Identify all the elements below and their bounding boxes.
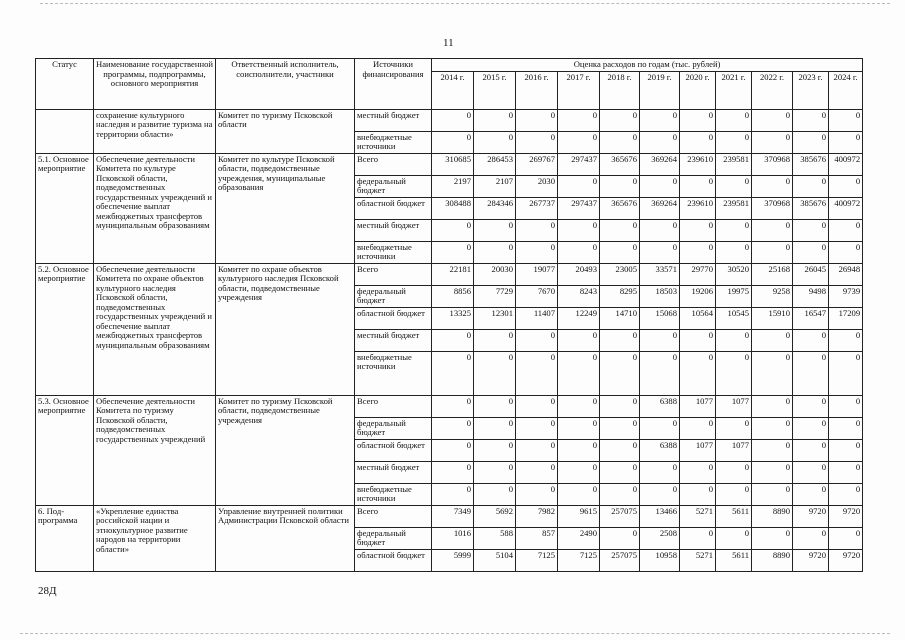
cell-value: 0 [558, 219, 600, 241]
page-number: 11 [443, 37, 454, 49]
cell-value: 297437 [558, 197, 600, 219]
row-source: областной бюджет [355, 197, 432, 219]
cell-value: 6388 [640, 395, 680, 417]
cell-value: 2030 [516, 175, 558, 197]
cell-value: 0 [558, 175, 600, 197]
cell-value: 0 [558, 131, 600, 153]
cell-value: 0 [752, 329, 793, 351]
cell-value: 11407 [516, 307, 558, 329]
cell-value: 0 [640, 109, 680, 131]
cell-value: 0 [716, 131, 752, 153]
cell-value: 0 [716, 109, 752, 131]
cell-value: 369264 [640, 197, 680, 219]
cell-value: 10958 [640, 549, 680, 571]
cell-value: 0 [558, 483, 600, 505]
cell-value: 18503 [640, 285, 680, 307]
cell-value: 22181 [432, 263, 474, 285]
cell-value: 0 [752, 395, 793, 417]
cell-value: 0 [716, 351, 752, 395]
cell-value: 0 [680, 417, 716, 439]
cell-value: 0 [680, 527, 716, 549]
row-source: Всего [355, 395, 432, 417]
header-estimate: Оценка расходов по годам (тыс. рублей) [432, 59, 863, 72]
cell-value: 0 [640, 483, 680, 505]
row-name: сохранение культурного наследия и развитие туризма на территории области» [94, 109, 216, 153]
cell-value: 1077 [680, 395, 716, 417]
cell-value: 0 [829, 395, 863, 417]
row-executor: Управление внутренней политики Администрации Псковской области [216, 505, 355, 571]
cell-value: 0 [829, 483, 863, 505]
row-source: местный бюджет [355, 109, 432, 131]
row-source: местный бюджет [355, 219, 432, 241]
cell-value: 13466 [640, 505, 680, 527]
cell-value: 0 [600, 461, 640, 483]
cell-value: 284346 [474, 197, 516, 219]
cell-value: 0 [558, 417, 600, 439]
cell-value: 0 [640, 241, 680, 263]
cell-value: 0 [474, 395, 516, 417]
cell-value: 385676 [793, 197, 829, 219]
cell-value: 9720 [793, 505, 829, 527]
cell-value: 5999 [432, 549, 474, 571]
cell-value: 369264 [640, 153, 680, 175]
cell-value: 0 [474, 109, 516, 131]
cell-value: 0 [829, 461, 863, 483]
cell-value: 0 [793, 439, 829, 461]
cell-value: 0 [829, 439, 863, 461]
cell-value: 5611 [716, 549, 752, 571]
cell-value: 286453 [474, 153, 516, 175]
cell-value: 0 [829, 241, 863, 263]
cell-value: 0 [516, 329, 558, 351]
cell-value: 1077 [716, 395, 752, 417]
cell-value: 0 [432, 109, 474, 131]
cell-value: 20030 [474, 263, 516, 285]
cell-value: 8890 [752, 549, 793, 571]
cell-value: 0 [516, 461, 558, 483]
cell-value: 0 [793, 109, 829, 131]
cell-value: 12301 [474, 307, 516, 329]
cell-value: 0 [600, 329, 640, 351]
cell-value: 19206 [680, 285, 716, 307]
cell-value: 0 [640, 351, 680, 395]
cell-value: 0 [474, 351, 516, 395]
cell-value: 10545 [716, 307, 752, 329]
row-source: федеральный бюджет [355, 285, 432, 307]
cell-value: 0 [752, 483, 793, 505]
row-source: областной бюджет [355, 307, 432, 329]
cell-value: 0 [752, 351, 793, 395]
cell-value: 0 [793, 219, 829, 241]
cell-value: 0 [600, 527, 640, 549]
cell-value: 14710 [600, 307, 640, 329]
cell-value: 0 [680, 109, 716, 131]
cell-value: 0 [640, 417, 680, 439]
cell-value: 15910 [752, 307, 793, 329]
cell-value: 23005 [600, 263, 640, 285]
row-source: внебюджетные источники [355, 351, 432, 395]
cell-value: 6388 [640, 439, 680, 461]
cell-value: 9258 [752, 285, 793, 307]
cell-value: 0 [640, 175, 680, 197]
cell-value: 269767 [516, 153, 558, 175]
cell-value: 2508 [640, 527, 680, 549]
cell-value: 0 [474, 483, 516, 505]
cell-value: 0 [432, 131, 474, 153]
cell-value: 0 [474, 439, 516, 461]
cell-value: 8295 [600, 285, 640, 307]
row-source: внебюджетные источники [355, 131, 432, 153]
cell-value: 0 [752, 175, 793, 197]
cell-value: 17209 [829, 307, 863, 329]
cell-value: 0 [474, 417, 516, 439]
cell-value: 0 [680, 131, 716, 153]
cell-value: 0 [600, 483, 640, 505]
cell-value: 0 [474, 241, 516, 263]
cell-value: 30520 [716, 263, 752, 285]
cell-value: 0 [600, 351, 640, 395]
cell-value: 0 [516, 131, 558, 153]
cell-value: 20493 [558, 263, 600, 285]
cell-value: 0 [829, 351, 863, 395]
cell-value: 0 [680, 175, 716, 197]
cell-value: 0 [829, 219, 863, 241]
cell-value: 0 [640, 131, 680, 153]
cell-value: 10564 [680, 307, 716, 329]
cell-value: 0 [558, 109, 600, 131]
cell-value: 0 [752, 461, 793, 483]
row-source: Всего [355, 153, 432, 175]
cell-value: 0 [829, 329, 863, 351]
row-status: 5.1. Основное мероприятие [36, 153, 94, 263]
cell-value: 310685 [432, 153, 474, 175]
header-year: 2015 г. [474, 71, 516, 109]
cell-value: 7125 [516, 549, 558, 571]
cell-value: 0 [829, 131, 863, 153]
cell-value: 0 [516, 109, 558, 131]
table-row [36, 109, 863, 131]
cell-value: 0 [432, 351, 474, 395]
row-source: федеральный бюджет [355, 527, 432, 549]
cell-value: 0 [600, 175, 640, 197]
cell-value: 0 [558, 329, 600, 351]
cell-value: 0 [752, 439, 793, 461]
cell-value: 0 [793, 329, 829, 351]
row-source: внебюджетные источники [355, 241, 432, 263]
cell-value: 7349 [432, 505, 474, 527]
cell-value: 588 [474, 527, 516, 549]
cell-value: 13325 [432, 307, 474, 329]
cell-value: 0 [716, 417, 752, 439]
cell-value: 0 [516, 483, 558, 505]
cell-value: 0 [474, 131, 516, 153]
cell-value: 7729 [474, 285, 516, 307]
row-status: 5.3. Основное мероприятие [36, 395, 94, 505]
cell-value: 5271 [680, 549, 716, 571]
row-status [36, 109, 94, 153]
cell-value: 29770 [680, 263, 716, 285]
cell-value: 239581 [716, 153, 752, 175]
cell-value: 370968 [752, 197, 793, 219]
cell-value: 0 [793, 395, 829, 417]
cell-value: 0 [640, 329, 680, 351]
cell-value: 0 [793, 241, 829, 263]
cell-value: 267737 [516, 197, 558, 219]
cell-value: 257075 [600, 505, 640, 527]
cell-value: 1077 [716, 439, 752, 461]
cell-value: 0 [793, 131, 829, 153]
cell-value: 0 [432, 241, 474, 263]
cell-value: 0 [752, 527, 793, 549]
cell-value: 1077 [680, 439, 716, 461]
cell-value: 0 [793, 527, 829, 549]
scan-artifact-bottom [20, 633, 890, 634]
row-source: внебюджетные источники [355, 483, 432, 505]
cell-value: 0 [680, 241, 716, 263]
cell-value: 0 [474, 461, 516, 483]
header-year: 2014 г. [432, 71, 474, 109]
cell-value: 26948 [829, 263, 863, 285]
cell-value: 0 [793, 417, 829, 439]
cell-value: 0 [474, 329, 516, 351]
cell-value: 0 [829, 527, 863, 549]
cell-value: 8856 [432, 285, 474, 307]
cell-value: 5692 [474, 505, 516, 527]
cell-value: 400972 [829, 153, 863, 175]
cell-value: 12249 [558, 307, 600, 329]
row-source: Всего [355, 505, 432, 527]
cell-value: 25168 [752, 263, 793, 285]
cell-value: 0 [432, 329, 474, 351]
cell-value: 0 [558, 351, 600, 395]
cell-value: 0 [829, 417, 863, 439]
cell-value: 0 [432, 461, 474, 483]
cell-value: 9720 [829, 549, 863, 571]
cell-value: 0 [752, 417, 793, 439]
cell-value: 0 [640, 461, 680, 483]
cell-value: 0 [432, 417, 474, 439]
cell-value: 0 [716, 175, 752, 197]
cell-value: 0 [680, 351, 716, 395]
cell-value: 16547 [793, 307, 829, 329]
row-source: федеральный бюджет [355, 175, 432, 197]
cell-value: 0 [752, 109, 793, 131]
cell-value: 0 [600, 417, 640, 439]
cell-value: 239610 [680, 153, 716, 175]
header-year: 2024 г. [829, 71, 863, 109]
row-name: Обеспечение деятельности Комитета по культуре Псковской области, подведомственных государственных учреждений и обеспечение выплат межбюджетных трансфертов муниципальным образованиям [94, 153, 216, 263]
row-source: федеральный бюджет [355, 417, 432, 439]
table-row [36, 153, 863, 175]
cell-value: 0 [558, 395, 600, 417]
header-sources: Источники финансирования [355, 59, 432, 110]
cell-value: 7670 [516, 285, 558, 307]
cell-value: 8890 [752, 505, 793, 527]
cell-value: 257075 [600, 549, 640, 571]
cell-value: 400972 [829, 197, 863, 219]
cell-value: 0 [516, 351, 558, 395]
row-source: областной бюджет [355, 439, 432, 461]
table-row [36, 263, 863, 285]
cell-value: 370968 [752, 153, 793, 175]
cell-value: 0 [640, 219, 680, 241]
cell-value: 0 [600, 241, 640, 263]
header-year: 2020 г. [680, 71, 716, 109]
cell-value: 1016 [432, 527, 474, 549]
cell-value: 0 [558, 241, 600, 263]
cell-value: 365676 [600, 197, 640, 219]
cell-value: 0 [600, 131, 640, 153]
cell-value: 0 [793, 175, 829, 197]
cell-value: 0 [716, 483, 752, 505]
cell-value: 0 [716, 219, 752, 241]
cell-value: 297437 [558, 153, 600, 175]
cell-value: 0 [793, 483, 829, 505]
row-executor: Комитет по охране объектов культурного наследия Псковской области, подведомственные учреждения [216, 263, 355, 395]
header-name: Наименование государственной программы, подпрограммы, основного мероприятия [94, 59, 216, 110]
cell-value: 0 [716, 461, 752, 483]
budget-table [35, 58, 863, 572]
cell-value: 0 [600, 109, 640, 131]
scan-artifact-top [40, 3, 890, 4]
header-year: 2018 г. [600, 71, 640, 109]
cell-value: 0 [680, 461, 716, 483]
cell-value: 0 [558, 461, 600, 483]
row-executor: Комитет по туризму Псковской области, подведомственные учреждения [216, 395, 355, 505]
row-status: 5.2. Основное мероприятие [36, 263, 94, 395]
row-source: местный бюджет [355, 461, 432, 483]
cell-value: 19077 [516, 263, 558, 285]
row-source: областной бюджет [355, 549, 432, 571]
cell-value: 5611 [716, 505, 752, 527]
cell-value: 0 [752, 219, 793, 241]
cell-value: 2490 [558, 527, 600, 549]
cell-value: 9615 [558, 505, 600, 527]
cell-value: 239610 [680, 197, 716, 219]
cell-value: 0 [680, 219, 716, 241]
cell-value: 0 [829, 109, 863, 131]
cell-value: 308488 [432, 197, 474, 219]
cell-value: 0 [680, 483, 716, 505]
row-source: местный бюджет [355, 329, 432, 351]
table-row [36, 505, 863, 527]
cell-value: 0 [516, 241, 558, 263]
cell-value: 0 [600, 219, 640, 241]
row-executor: Комитет по туризму Псковской области [216, 109, 355, 153]
cell-value: 0 [432, 439, 474, 461]
cell-value: 0 [600, 439, 640, 461]
cell-value: 239581 [716, 197, 752, 219]
cell-value: 0 [516, 417, 558, 439]
header-year: 2019 г. [640, 71, 680, 109]
cell-value: 0 [516, 439, 558, 461]
cell-value: 0 [752, 131, 793, 153]
cell-value: 0 [558, 439, 600, 461]
cell-value: 0 [716, 329, 752, 351]
cell-value: 0 [716, 241, 752, 263]
cell-value: 0 [432, 395, 474, 417]
row-status: 6. Под-программа [36, 505, 94, 571]
cell-value: 2197 [432, 175, 474, 197]
cell-value: 0 [793, 351, 829, 395]
cell-value: 19975 [716, 285, 752, 307]
cell-value: 9720 [829, 505, 863, 527]
cell-value: 0 [432, 483, 474, 505]
cell-value: 0 [793, 461, 829, 483]
cell-value: 7982 [516, 505, 558, 527]
row-name: Обеспечение деятельности Комитета по охране объектов культурного наследия Псковской области, подведомственных государственных учреждений и обеспечение выплат межбюджетных трансфертов муниципальным образованиям [94, 263, 216, 395]
row-executor: Комитет по культуре Псковской области, подведомственные учреждения, муниципальные образования [216, 153, 355, 263]
cell-value: 9498 [793, 285, 829, 307]
cell-value: 9720 [793, 549, 829, 571]
cell-value: 857 [516, 527, 558, 549]
cell-value: 0 [516, 219, 558, 241]
header-year: 2022 г. [752, 71, 793, 109]
header-year: 2021 г. [716, 71, 752, 109]
cell-value: 0 [432, 219, 474, 241]
cell-value: 8243 [558, 285, 600, 307]
row-name: Обеспечение деятельности Комитета по туризму Псковской области, подведомственных государственных учреждений [94, 395, 216, 505]
cell-value: 15068 [640, 307, 680, 329]
cell-value: 0 [752, 241, 793, 263]
cell-value: 365676 [600, 153, 640, 175]
cell-value: 0 [600, 395, 640, 417]
cell-value: 0 [680, 329, 716, 351]
cell-value: 2107 [474, 175, 516, 197]
cell-value: 26045 [793, 263, 829, 285]
footer-code: 28Д [38, 585, 57, 597]
header-executor: Ответственный исполнитель, соисполнители, участники [216, 59, 355, 110]
header-status: Статус [36, 59, 94, 110]
cell-value: 33571 [640, 263, 680, 285]
row-name: «Укрепление единства российской нации и этнокультурное развитие народов на территории области» [94, 505, 216, 571]
cell-value: 7125 [558, 549, 600, 571]
header-year: 2016 г. [516, 71, 558, 109]
cell-value: 0 [516, 395, 558, 417]
cell-value: 0 [829, 175, 863, 197]
table-row [36, 395, 863, 417]
cell-value: 5104 [474, 549, 516, 571]
cell-value: 385676 [793, 153, 829, 175]
cell-value: 0 [474, 219, 516, 241]
header-year: 2023 г. [793, 71, 829, 109]
cell-value: 0 [716, 527, 752, 549]
cell-value: 9739 [829, 285, 863, 307]
cell-value: 5271 [680, 505, 716, 527]
header-year: 2017 г. [558, 71, 600, 109]
row-source: Всего [355, 263, 432, 285]
